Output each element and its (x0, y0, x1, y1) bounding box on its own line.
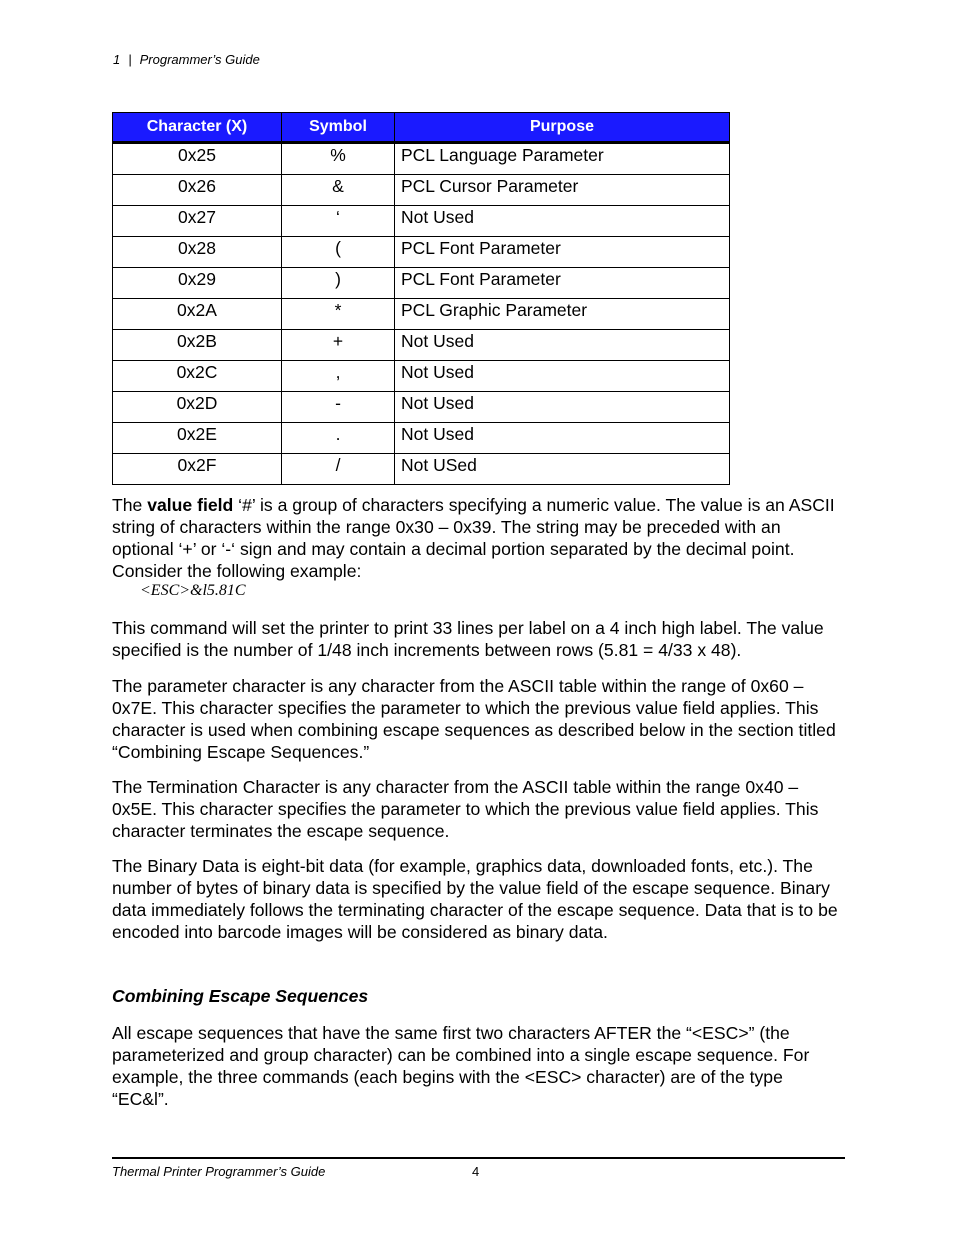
cell-purpose: PCL Font Parameter (395, 268, 730, 299)
footer-page-number: 4 (472, 1164, 480, 1179)
cell-symbol: % (282, 143, 395, 175)
example-command: <ESC>&l5.81C (140, 582, 246, 599)
cell-character: 0x2D (113, 392, 282, 423)
table-row (113, 330, 730, 361)
cell-symbol: , (282, 361, 395, 392)
cell-purpose: Not Used (395, 206, 730, 237)
header-title: Programmer’s Guide (139, 52, 260, 67)
cell-symbol: ‘ (282, 206, 395, 237)
paragraph-combining: All escape sequences that have the same first two characters AFTER the “<ESC>” (the parameterized and group character) can be combined into a single escape sequence. For example, the three commands (each begins with the <ESC> character) are of the type “EC&l”. (112, 1023, 810, 1109)
cell-character: 0x28 (113, 237, 282, 268)
cell-character: 0x2E (113, 423, 282, 454)
column-header-character: Character (X) (113, 113, 282, 143)
value-field-term: value field (147, 495, 234, 515)
cell-symbol: & (282, 175, 395, 206)
header-page-number: 1 (113, 52, 121, 67)
table-row (113, 268, 730, 299)
column-header-symbol: Symbol (282, 113, 395, 143)
table-row (113, 175, 730, 206)
cell-purpose: PCL Language Parameter (395, 143, 730, 175)
cell-character: 0x27 (113, 206, 282, 237)
cell-symbol: ( (282, 237, 395, 268)
cell-purpose: Not USed (395, 454, 730, 485)
column-header-purpose: Purpose (395, 113, 730, 143)
paragraph-value-field (112, 494, 842, 582)
cell-character: 0x2F (113, 454, 282, 485)
character-table (112, 112, 730, 485)
table-header-row (113, 113, 730, 143)
cell-purpose: Not Used (395, 423, 730, 454)
cell-purpose: PCL Graphic Parameter (395, 299, 730, 330)
cell-symbol: + (282, 330, 395, 361)
cell-symbol: ) (282, 268, 395, 299)
table-row (113, 392, 730, 423)
cell-character: 0x2B (113, 330, 282, 361)
cell-character: 0x2C (113, 361, 282, 392)
paragraph-parameter-character: The parameter character is any character from the ASCII table within the range of 0x60 – 0x7E. This character specifies the parameter to which the previous value field applies. This character is used when combining escape sequences as described below in the section titled “Combining Escape Sequences.” (112, 676, 836, 762)
footer-title: Thermal Printer Programmer’s Guide (112, 1164, 326, 1179)
cell-symbol: - (282, 392, 395, 423)
cell-purpose: PCL Cursor Parameter (395, 175, 730, 206)
cell-character: 0x29 (113, 268, 282, 299)
footer-divider (112, 1157, 845, 1159)
cell-character: 0x25 (113, 143, 282, 175)
page-header (113, 52, 260, 67)
table-row (113, 206, 730, 237)
cell-purpose: Not Used (395, 392, 730, 423)
table-row (113, 361, 730, 392)
cell-symbol: * (282, 299, 395, 330)
cell-purpose: Not Used (395, 330, 730, 361)
table-row (113, 423, 730, 454)
table-row (113, 299, 730, 330)
value-field-rest: ‘#’ is a group of characters specifying a numeric value. The value is an ASCII string of characters within the range 0x30 – 0x39. The string may be preceded with an optional ‘+’ or ‘-‘ sign and may contain a decimal portion separated by the decimal point. Consider the following example: (112, 495, 835, 581)
cell-symbol: / (282, 454, 395, 485)
table-row (113, 143, 730, 175)
paragraph-command-explanation: This command will set the printer to print 33 lines per label on a 4 inch high label. The value specified is the number of 1/48 inch increments between rows (5.81 = 4/33 x 48). (112, 618, 824, 660)
table-row (113, 454, 730, 485)
cell-symbol: . (282, 423, 395, 454)
cell-character: 0x26 (113, 175, 282, 206)
paragraph-binary-data: The Binary Data is eight-bit data (for example, graphics data, downloaded fonts, etc.). The number of bytes of binary data is specified by the value field of the escape sequence. Binary data immediately follows the terminating character of the escape sequence. Data that is to be encoded into barcode images will be considered as binary data. (112, 856, 838, 942)
value-field-prefix: The (112, 495, 148, 515)
cell-character: 0x2A (113, 299, 282, 330)
table-row (113, 237, 730, 268)
cell-purpose: Not Used (395, 361, 730, 392)
header-separator: | (128, 52, 132, 67)
paragraph-termination-character: The Termination Character is any character from the ASCII table within the range 0x40 – 0x5E. This character specifies the parameter to which the previous value field applies. This character terminates the escape sequence. (112, 777, 819, 841)
section-heading-combining: Combining Escape Sequences (112, 986, 369, 1006)
cell-purpose: PCL Font Parameter (395, 237, 730, 268)
